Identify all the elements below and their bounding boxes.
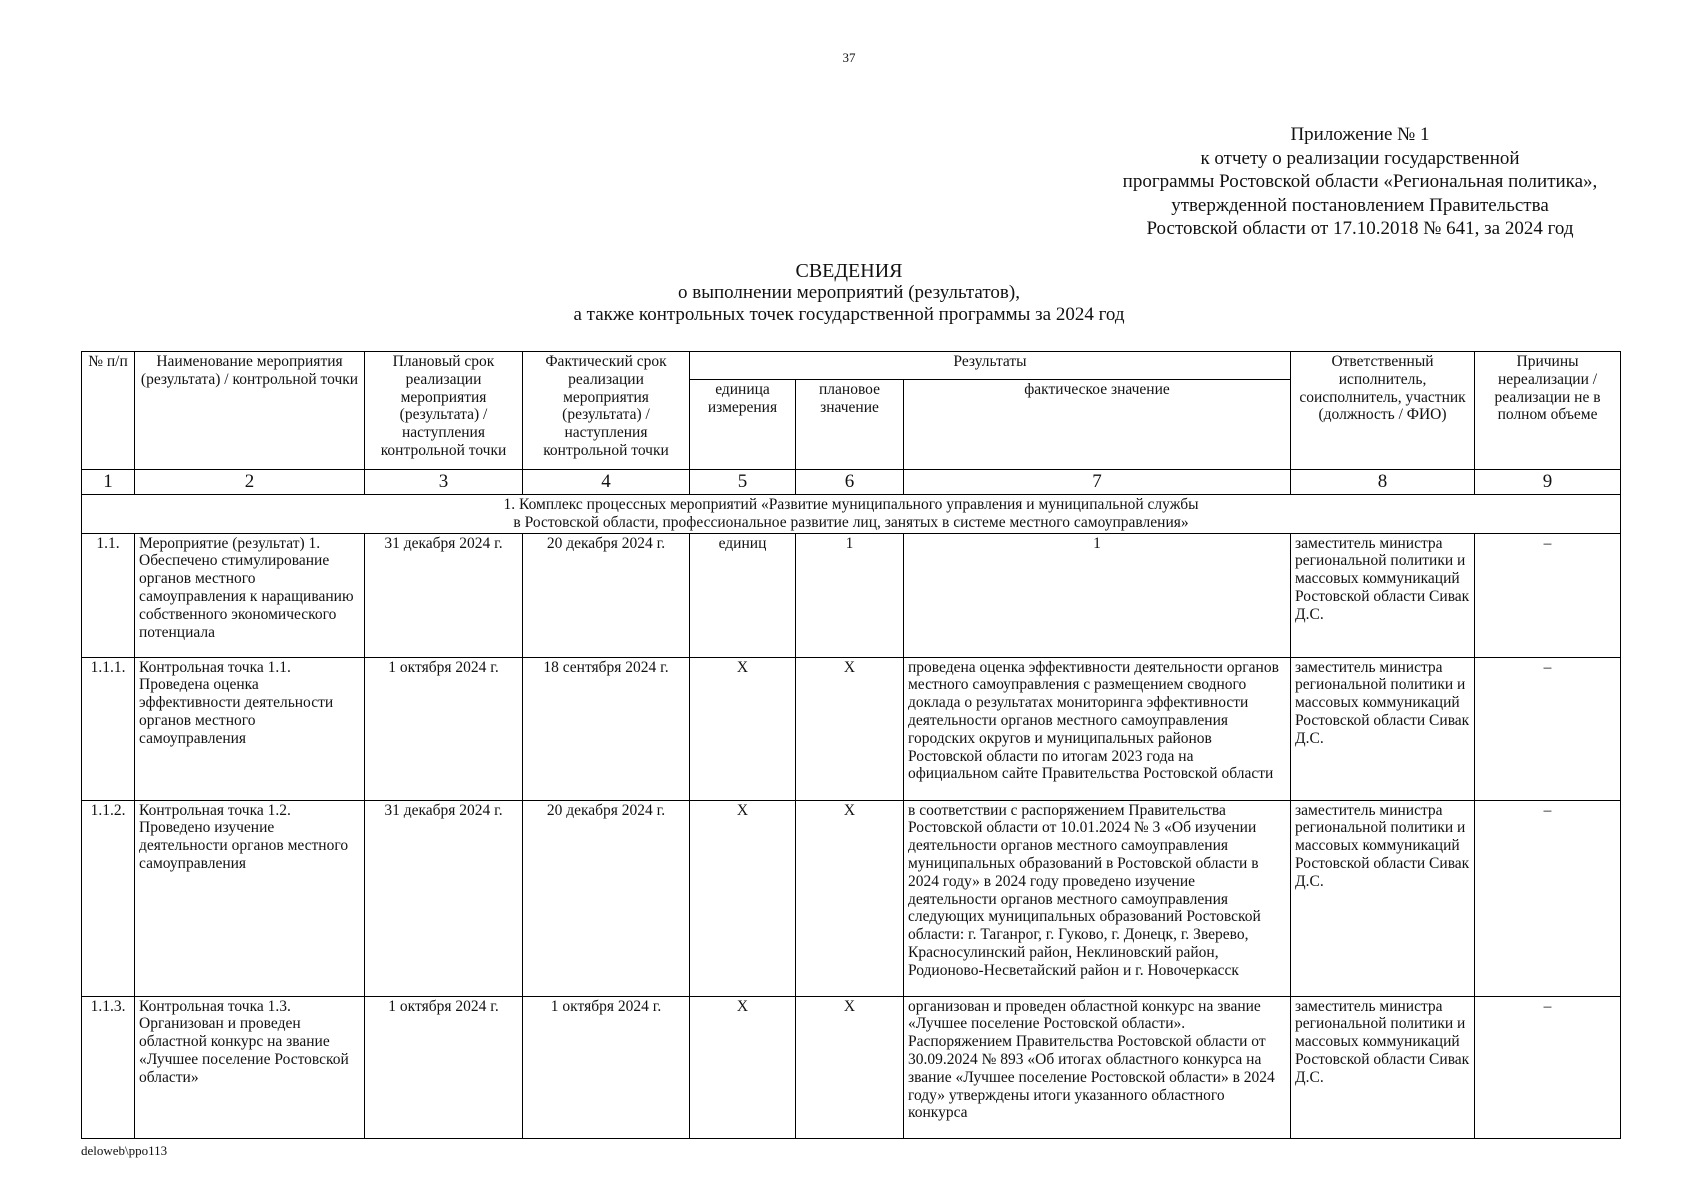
row-fact-value: проведена оценка эффективности деятельности органов местного самоуправления с размещением сводного доклада о результатах мониторинга эффективности деятельности органов местного самоуправления городских округов и муниципальных районов Ростовской области по итогам 2023 года на официальном сайте Правительства Ростовской области (904, 657, 1291, 800)
row-reason: – (1475, 657, 1621, 800)
row-fact-value: 1 (904, 533, 1291, 657)
row-name: Контрольная точка 1.2. Проведено изучение деятельности органов местного самоуправления (135, 800, 365, 996)
row-plan-value: Х (796, 657, 904, 800)
header-plan-date: Плановый срок реализации мероприятия (результата) / наступления контрольной точки (365, 352, 523, 470)
column-number: 5 (690, 470, 796, 495)
row-reason: – (1475, 533, 1621, 657)
column-number: 3 (365, 470, 523, 495)
header-name: Наименование мероприятия (результата) / контрольной точки (135, 352, 365, 470)
row-responsible: заместитель министра региональной политики и массовых коммуникаций Ростовской области Сивак Д.С. (1291, 996, 1475, 1138)
row-fact-date: 1 октября 2024 г. (523, 996, 690, 1138)
row-plan-value: 1 (796, 533, 904, 657)
header-fact-date: Фактический срок реализации мероприятия (результата) / наступления контрольной точки (523, 352, 690, 470)
row-name: Контрольная точка 1.1. Проведена оценка эффективности деятельности органов местного самоуправления (135, 657, 365, 800)
column-number: 4 (523, 470, 690, 495)
header-plan-value: плановое значение (796, 380, 904, 470)
appendix-line: Ростовской области от 17.10.2018 № 641, за 2024 год (1146, 218, 1574, 239)
appendix-block (1100, 123, 1620, 241)
document-subtitle-line: о выполнении мероприятий (результатов), (678, 282, 1020, 303)
document-heading (0, 260, 1698, 326)
header-reasons: Причины нереализации / реализации не в полном объеме (1475, 352, 1621, 470)
row-plan-date: 1 октября 2024 г. (365, 657, 523, 800)
appendix-line: к отчету о реализации государственной (1200, 147, 1520, 169)
report-table (81, 351, 1621, 1139)
page-number: 37 (842, 50, 856, 65)
header-responsible: Ответственный исполнитель, соисполнитель, участник (должность / ФИО) (1291, 352, 1475, 470)
row-fact-value: организован и проведен областной конкурс на звание «Лучшее поселение Ростовской области». Распоряжением Правительства Ростовской области от 30.09.2024 № 893 «Об итогах областного конкурса на звание «Лучшее поселение Ростовской области» в 2024 году» утверждены итоги указанного областного конкурса (904, 996, 1291, 1138)
header-fact-value: фактическое значение (904, 380, 1291, 470)
document-subtitle-line: а также контрольных точек государственной программы за 2024 год (573, 304, 1125, 325)
header-num: № п/п (82, 352, 135, 470)
column-number: 9 (1475, 470, 1621, 495)
column-numbers-row (82, 470, 1621, 495)
row-plan-value: Х (796, 996, 904, 1138)
row-num: 1.1.3. (82, 996, 135, 1138)
table-row (82, 657, 1621, 800)
column-number: 6 (796, 470, 904, 495)
section-title-line: 1. Комплекс процессных мероприятий «Развитие муниципального управления и муниципальной службы (503, 496, 1199, 513)
section-title (82, 495, 1621, 534)
row-unit: Х (690, 657, 796, 800)
table-row (82, 800, 1621, 996)
row-fact-date: 18 сентября 2024 г. (523, 657, 690, 800)
row-unit: Х (690, 800, 796, 996)
row-fact-date: 20 декабря 2024 г. (523, 533, 690, 657)
appendix-line: Приложение № 1 (1290, 124, 1430, 145)
row-responsible: заместитель министра региональной политики и массовых коммуникаций Ростовской области Сивак Д.С. (1291, 657, 1475, 800)
row-reason: – (1475, 800, 1621, 996)
row-unit: Х (690, 996, 796, 1138)
row-responsible: заместитель министра региональной политики и массовых коммуникаций Ростовской области Сивак Д.С. (1291, 800, 1475, 996)
row-num: 1.1.1. (82, 657, 135, 800)
table-row (82, 533, 1621, 657)
column-number: 7 (904, 470, 1291, 495)
appendix-line: программы Ростовской области «Региональная политика», (1122, 171, 1598, 192)
row-unit: единиц (690, 533, 796, 657)
table-row (82, 996, 1621, 1138)
row-plan-date: 31 декабря 2024 г. (365, 533, 523, 657)
row-plan-date: 1 октября 2024 г. (365, 996, 523, 1138)
column-number: 8 (1291, 470, 1475, 495)
row-num: 1.1.2. (82, 800, 135, 996)
appendix-line: утвержденной постановлением Правительства (1171, 194, 1549, 216)
row-name: Контрольная точка 1.3. Организован и проведен областной конкурс на звание «Лучшее поселение Ростовской области» (135, 996, 365, 1138)
section-row (82, 495, 1621, 534)
row-fact-value: в соответствии с распоряжением Правительства Ростовской области от 10.01.2024 № 3 «Об изучении деятельности органов местного самоуправления муниципальных образований в Ростовской области в 2024 году» в 2024 году проведено изучение деятельности органов местного самоуправления следующих муниципальных образований Ростовской области: г. Таганрог, г. Гуково, г. Донецк, г. Зверево, Красносулинский район, Неклиновский район, Родионово-Несветайский район и г. Новочеркасск (904, 800, 1291, 996)
row-plan-value: Х (796, 800, 904, 996)
column-number: 1 (82, 470, 135, 495)
row-name: Мероприятие (результат) 1. Обеспечено стимулирование органов местного самоуправления к наращиванию собственного экономического потенциала (135, 533, 365, 657)
table-header-row (82, 352, 1621, 380)
header-results: Результаты (690, 352, 1291, 380)
document-title: СВЕДЕНИЯ (795, 260, 903, 282)
footer-code: deloweb\ppo113 (81, 1143, 168, 1158)
row-num: 1.1. (82, 533, 135, 657)
row-reason: – (1475, 996, 1621, 1138)
header-unit: единица измерения (690, 380, 796, 470)
column-number: 2 (135, 470, 365, 495)
row-plan-date: 31 декабря 2024 г. (365, 800, 523, 996)
row-fact-date: 20 декабря 2024 г. (523, 800, 690, 996)
section-title-line: в Ростовской области, профессиональное развитие лиц, занятых в системе местного самоуправления» (513, 513, 1189, 531)
row-responsible: заместитель министра региональной политики и массовых коммуникаций Ростовской области Сивак Д.С. (1291, 533, 1475, 657)
